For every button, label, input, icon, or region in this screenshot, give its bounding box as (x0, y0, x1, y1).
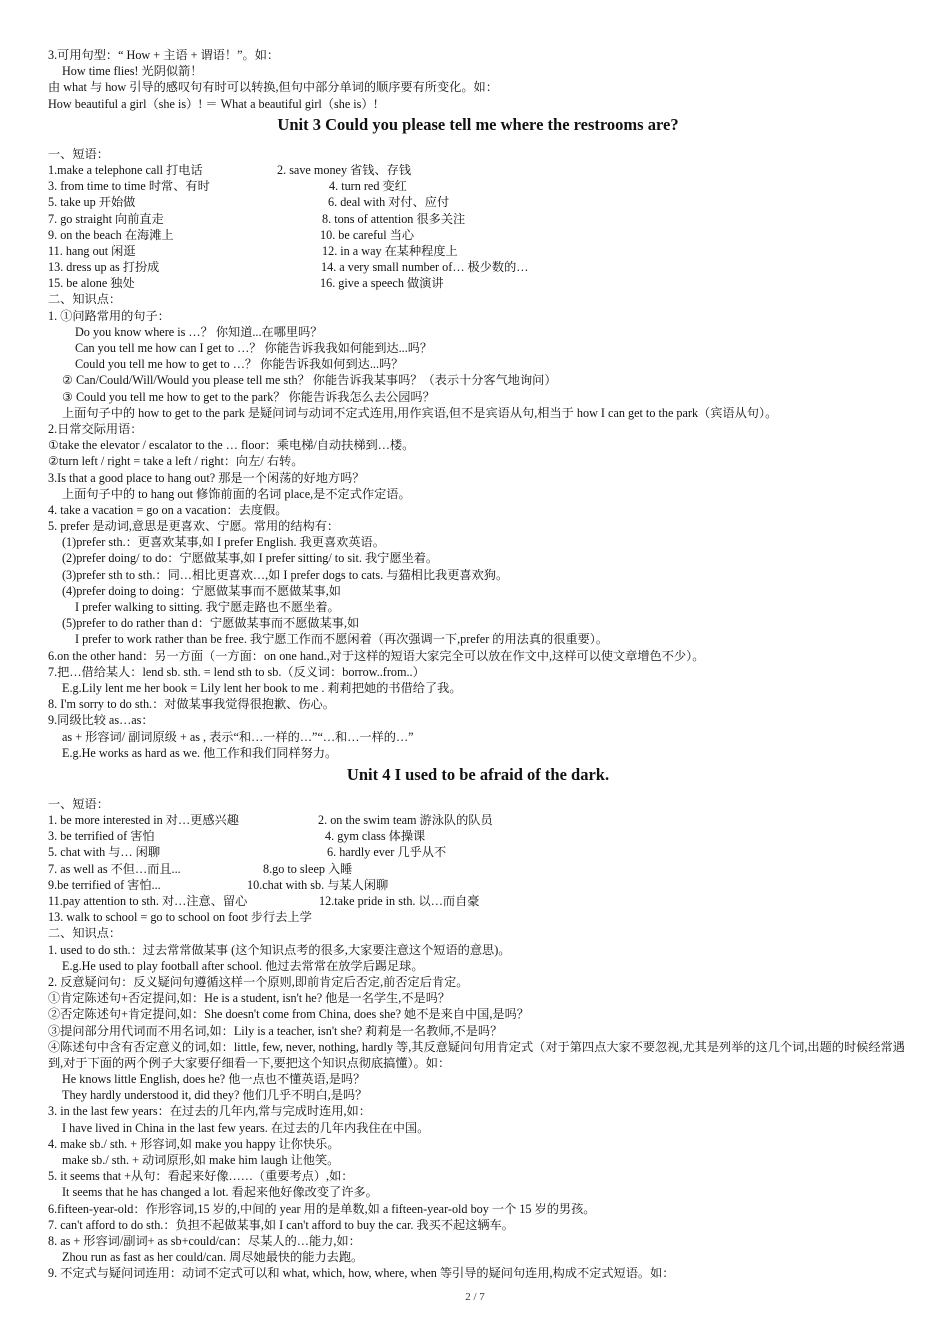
phrase-right: 8. tons of attention 很多关注 (322, 211, 466, 226)
phrase-right: 14. a very small number of… 极少数的… (321, 260, 529, 275)
text-line: He knows little English, does he? 他一点也不懂英语,是吗？ (62, 1072, 366, 1087)
unit4-title: Unit 4 I used to be afraid of the dark. (346, 764, 610, 784)
text-line: 7. can't afford to do sth.：负担不起做某事,如 I can't afford to buy the car. 我买不起这辆车。 (48, 1217, 514, 1232)
text-line: (4)prefer doing to doing：宁愿做某事而不愿做某事,如 (62, 583, 341, 598)
phrase-row (48, 178, 908, 194)
text-line: ②turn left / right = take a left / right：向左/ 右转。 (48, 454, 304, 469)
text-line: Could you tell me how to get to …？ 你能告诉我如何到达...吗？ (75, 357, 404, 372)
text-line: How beautiful a girl（she is）! ＝ What a beautiful girl（she is）! (48, 96, 378, 111)
phrase-left: 7. go straight 向前直走 (48, 211, 164, 226)
document-page (48, 47, 908, 1282)
phrase-left: 5. take up 开始做 (48, 195, 136, 210)
text-line: They hardly understood it, did they? 他们几乎不明白,是吗？ (62, 1088, 368, 1103)
phrase-right: 16. give a speech 做演讲 (320, 276, 444, 291)
text-line: 7.把…借给某人：lend sb. sth. = lend sth to sb.（反义词：borrow..from..） (48, 664, 425, 679)
text-line: 3.可用句型：“ How + 主语 + 谓语！”。如： (48, 48, 280, 62)
phrase-row (48, 211, 908, 227)
unit3-title: Unit 3 Could you please tell me where the restrooms are? (277, 114, 679, 134)
text-line: (3)prefer sth to sth.：同…相比更喜欢…,如 I prefer dogs to cats. 与猫相比我更喜欢狗。 (62, 567, 509, 582)
text-line: 9.同级比较 as…as： (48, 713, 154, 728)
text-line: 上面句子中的 to hang out 修饰前面的名词 place,是不定式作定语。 (62, 486, 411, 501)
text-line: 8. I'm sorry to do sth.：对做某事我觉得很抱歉、伤心。 (48, 697, 335, 712)
section-heading: 二、知识点： (48, 292, 122, 307)
phrase-row (48, 243, 908, 259)
text-line: 13. walk to school = go to school on foot 步行去上学 (48, 910, 312, 925)
phrase-left: 1. be more interested in 对…更感兴趣 (48, 813, 239, 828)
text-line: Do you know where is …？ 你知道...在哪里吗？ (75, 324, 323, 339)
phrase-left: 13. dress up as 打扮成 (48, 260, 160, 275)
text-line: ② Can/Could/Will/Would you please tell me sth？ 你能告诉我某事吗？（表示十分客气地询问） (62, 373, 557, 388)
text-line: 3.Is that a good place to hang out? 那是一个闲荡的好地方吗？ (48, 470, 365, 485)
text-line: ③ Could you tell me how to get to the park？ 你能告诉我怎么去公园吗？ (62, 389, 435, 404)
phrase-left: 11.pay attention to sth. 对…注意、留心 (48, 894, 248, 908)
text-line: (5)prefer to do rather than d：宁愿做某事而不愿做某事,如 (62, 616, 360, 631)
phrase-left: 7. as well as 不但…而且... (48, 861, 181, 876)
text-line: E.g.Lily lent me her book = Lily lent her book to me . 莉莉把她的书借给了我。 (62, 680, 462, 695)
text-line: 1. used to do sth.：过去常常做某事 (这个知识点考的很多,大家要注意这个短语的意思)。 (48, 942, 511, 957)
text-paragraph: ④陈述句中含有否定意义的词,如：little, few, never, nothing, hardly 等,其反意疑问句用肯定式（对于第四点大家不要忽视,尤其是列举的这几个词,出题的时候经常遇到,对于下面的两个例子大家要仔细看一下,要把这个知识点彻底搞懂）。如： (48, 1039, 905, 1070)
text-line: 1. ①问路常用的句子： (48, 308, 170, 323)
phrase-right: 12. in a way 在某种程度上 (322, 243, 458, 258)
text-line: E.g.He works as hard as we. 他工作和我们同样努力。 (62, 745, 338, 760)
phrase-right: 2. on the swim team 游泳队的队员 (318, 813, 493, 828)
text-line: I prefer walking to sitting. 我宁愿走路也不愿坐着。 (75, 600, 340, 614)
phrase-row (48, 844, 908, 860)
phrase-left: 11. hang out 闲逛 (48, 243, 136, 258)
phrase-row (48, 861, 908, 877)
phrase-left: 15. be alone 独处 (48, 276, 135, 291)
text-line: ①take the elevator / escalator to the … floor：乘电梯/自动扶梯到…楼。 (48, 438, 415, 453)
phrase-right: 12.take pride in sth. 以…而自豪 (319, 894, 480, 908)
phrase-left: 3. be terrified of 害怕 (48, 829, 155, 844)
text-line: 4. make sb./ sth. + 形容词,如 make you happy 让你快乐。 (48, 1136, 340, 1151)
phrase-left: 1.make a telephone call 打电话 (48, 162, 203, 177)
phrase-right: 2. save money 省钱、存钱 (277, 162, 412, 177)
phrase-row (48, 893, 908, 909)
phrase-right: 6. hardly ever 几乎从不 (327, 845, 447, 860)
text-line: 8. as + 形容词/副词+ as sb+could/can：尽某人的…能力,如： (48, 1233, 361, 1248)
phrase-right: 10. be careful 当心 (320, 227, 415, 242)
text-line: I prefer to work rather than be free. 我宁愿工作而不愿闲着（再次强调一下,prefer 的用法真的很重要）。 (75, 632, 609, 647)
text-line: It seems that he has changed a lot. 看起来他好像改变了许多。 (62, 1185, 378, 1200)
text-line: ③提问部分用代词而不用名词,如：Lily is a teacher, isn't she? 莉莉是一名教师,不是吗？ (48, 1023, 503, 1038)
phrase-row (48, 194, 908, 210)
phrase-row (48, 162, 908, 178)
phrase-row (48, 877, 908, 893)
text-line: 2.日常交际用语： (48, 421, 143, 436)
phrase-left: 5. chat with 与… 闲聊 (48, 845, 161, 860)
text-line: 5. it seems that +从句：看起来好像……（重要考点）,如： (48, 1169, 354, 1184)
text-line: 9. 不定式与疑问词连用：动词不定式可以和 what, which, how, where, when 等引导的疑问句连用,构成不定式短语。如： (48, 1266, 675, 1281)
phrase-row (48, 828, 908, 844)
text-line: (1)prefer sth.：更喜欢某事,如 I prefer English. 我更喜欢英语。 (62, 535, 385, 550)
phrase-right: 6. deal with 对付、应付 (328, 195, 450, 210)
text-line: ①肯定陈述句+否定提问,如：He is a student, isn't he? 他是一名学生,不是吗？ (48, 991, 451, 1006)
text-line: E.g.He used to play football after school. 他过去常常在放学后踢足球。 (62, 958, 424, 973)
section-heading: 一、短语： (48, 796, 109, 811)
text-line: ②否定陈述句+肯定提问,如：She doesn't come from China, does she? 她不是来自中国,是吗？ (48, 1007, 529, 1022)
text-line: 4. take a vacation = go on a vacation：去度假。 (48, 502, 288, 517)
text-line: 2. 反意疑问句：反义疑问句遵循这样一个原则,即前肯定后否定,前否定后肯定。 (48, 974, 469, 989)
text-line: make sb./ sth. + 动词原形,如 make him laugh 让他笑。 (62, 1153, 340, 1168)
text-line: 6.fifteen-year-old：作形容词,15 岁的,中间的 year 用的是单数,如 a fifteen-year-old boy 一个 15 岁的男孩。 (48, 1201, 596, 1216)
phrase-row (48, 275, 908, 291)
phrase-row (48, 812, 908, 828)
phrase-left: 9. on the beach 在海滩上 (48, 227, 174, 242)
text-line: How time flies! 光阴似箭！ (62, 64, 203, 79)
text-line: 6.on the other hand：另一方面（一方面：on one hand.,对于这样的短语大家完全可以放在作文中,这样可以使文章增色不少）。 (48, 648, 705, 663)
phrase-right: 4. gym class 体操课 (325, 829, 426, 844)
text-line: 由 what 与 how 引导的感叹句有时可以转换,但句中部分单词的顺序要有所变化。如： (48, 80, 498, 95)
phrase-right: 4. turn red 变红 (329, 179, 407, 194)
text-line: I have lived in China in the last few years. 在过去的几年内我住在中国。 (62, 1120, 430, 1135)
text-line: (2)prefer doing/ to do：宁愿做某事,如 I prefer sitting/ to sit. 我宁愿坐着。 (62, 551, 439, 566)
page-number: 2 / 7 (465, 1291, 485, 1303)
phrase-left: 9.be terrified of 害怕... (48, 877, 161, 892)
phrase-left: 3. from time to time 时常、有时 (48, 179, 210, 194)
text-line: 3. in the last few years：在过去的几年内,常与完成时连用,如： (48, 1104, 371, 1119)
section-heading: 二、知识点： (48, 926, 122, 941)
text-line: Can you tell me how can I get to …？ 你能告诉我我如何能到达...吗？ (75, 341, 433, 355)
text-line: 5. prefer 是动词,意思是更喜欢、宁愿。常用的结构有： (48, 519, 340, 534)
phrase-row (48, 227, 908, 243)
phrase-row (48, 259, 908, 275)
section-heading: 一、短语： (48, 146, 109, 161)
phrase-right: 8.go to sleep 入睡 (263, 861, 353, 876)
phrase-right: 10.chat with sb. 与某人闲聊 (247, 877, 389, 892)
text-line: as + 形容词/ 副词原级 + as , 表示“和…一样的…”“…和…一样的…” (62, 729, 414, 744)
text-line: 上面句子中的 how to get to the park 是疑问词与动词不定式连用,用作宾语,但不是宾语从句,相当于 how I can get to the park（宾语从句）。 (62, 405, 778, 420)
text-line: Zhou run as fast as her could/can. 周尽她最快的能力去跑。 (62, 1250, 364, 1265)
